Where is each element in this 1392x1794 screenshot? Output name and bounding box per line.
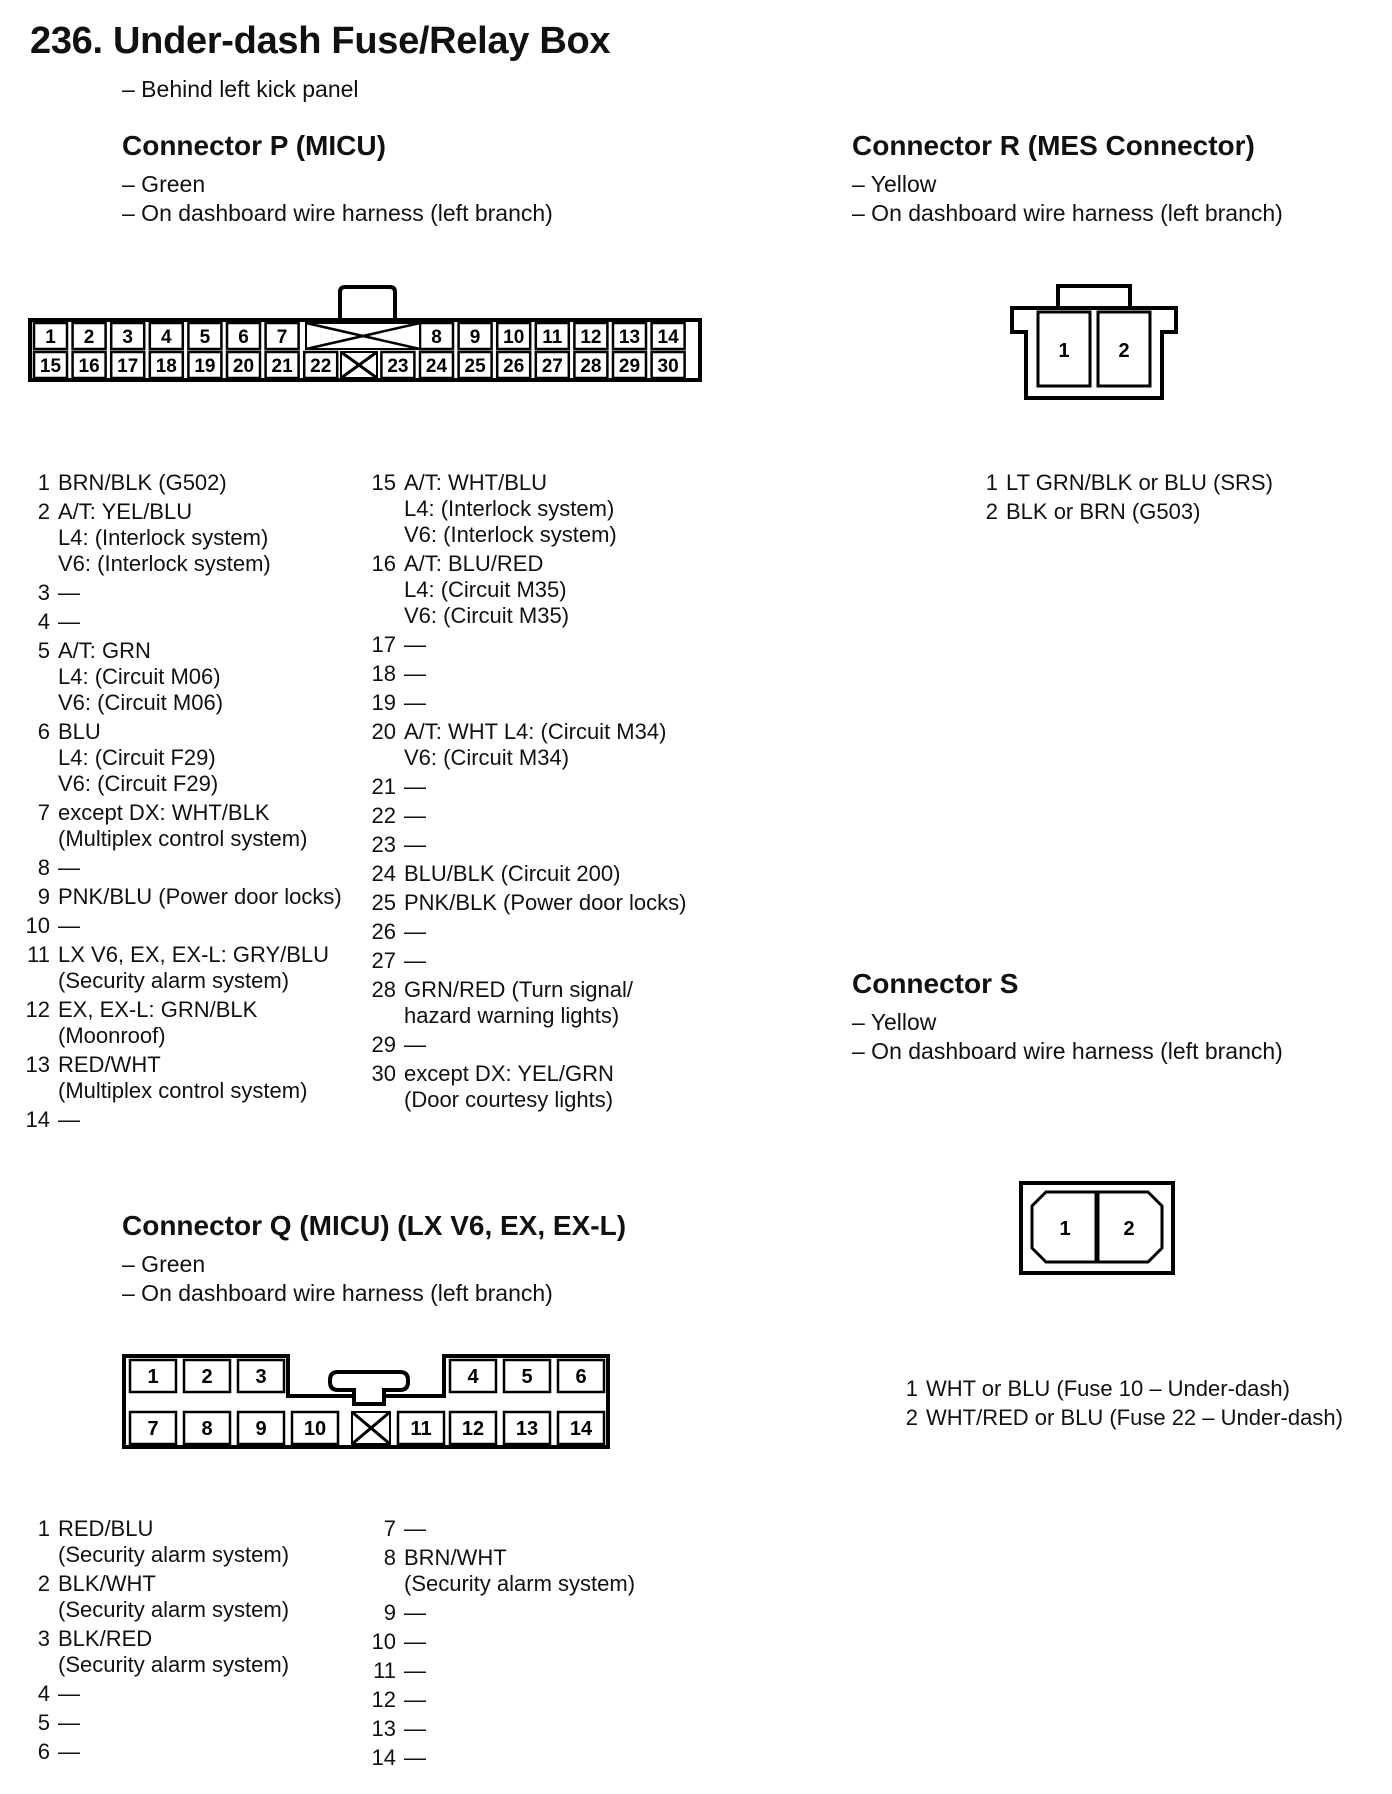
pin-entry xyxy=(366,632,686,658)
connector-p-pin-6: 6 xyxy=(238,326,249,348)
pin-entry xyxy=(366,1516,635,1542)
pin-description-line: PNK/BLU (Power door locks) xyxy=(58,884,342,909)
pin-description xyxy=(404,1516,426,1542)
pin-number: 20 xyxy=(371,719,396,744)
pin-entry xyxy=(366,919,686,945)
pin-description xyxy=(58,913,80,939)
pin-description xyxy=(58,942,329,994)
pin-description-line: — xyxy=(404,1658,426,1683)
pin-description-line: A/T: WHT/BLU xyxy=(404,470,548,495)
connector-p-pin-20: 20 xyxy=(232,355,255,377)
connector-p-pin-9: 9 xyxy=(469,326,481,348)
connector-p-pin-13: 13 xyxy=(618,326,641,348)
pin-entry xyxy=(366,661,686,687)
pin-entry xyxy=(20,470,342,496)
pin-entry xyxy=(366,832,686,858)
connector-p-pin-15: 15 xyxy=(39,355,62,377)
pin-number: 13 xyxy=(371,1716,396,1741)
connector-s-location: – On dashboard wire harness (left branch) xyxy=(852,1038,1283,1064)
connector-p-pin-5: 5 xyxy=(199,326,211,348)
pin-number: 29 xyxy=(371,1032,396,1057)
pin-entry xyxy=(20,1516,289,1568)
pin-entry xyxy=(888,1376,1343,1402)
pin-description-line: — xyxy=(404,1600,426,1625)
pin-description-line: V6: (Circuit M06) xyxy=(58,690,224,715)
pin-number: 12 xyxy=(25,997,50,1022)
pin-number: 11 xyxy=(27,942,50,967)
connector-q-pin-13: 13 xyxy=(515,1418,539,1441)
pin-entry xyxy=(888,1405,1343,1431)
pin-description-line: — xyxy=(404,803,426,828)
pin-description xyxy=(404,1600,426,1626)
pin-number: 28 xyxy=(371,977,396,1002)
pin-description-line: EX, EX-L: GRN/BLK xyxy=(58,997,258,1022)
pin-description-line: except DX: YEL/GRN xyxy=(404,1061,614,1086)
pin-entry xyxy=(366,1061,686,1113)
pin-description-line: (Security alarm system) xyxy=(58,1542,290,1567)
pin-description-line: RED/BLU xyxy=(58,1516,154,1541)
connector-p-location: – On dashboard wire harness (left branch) xyxy=(122,200,553,226)
pin-number: 14 xyxy=(371,1745,396,1770)
pin-number: 1 xyxy=(37,470,50,495)
pin-description xyxy=(404,1032,426,1058)
pin-description-line: BLK or BRN (G503) xyxy=(1006,499,1201,524)
pin-entry xyxy=(366,1545,635,1597)
connector-p-pin-16: 16 xyxy=(78,355,100,377)
pin-description-line: L4: (Interlock system) xyxy=(404,496,615,521)
pin-description xyxy=(58,1107,80,1133)
connector-q-pin-9: 9 xyxy=(255,1418,267,1441)
pin-description-line: except DX: WHT/BLK xyxy=(58,800,270,825)
pin-number: 11 xyxy=(373,1658,396,1683)
pin-description xyxy=(1006,470,1273,496)
connector-q-pin-1: 1 xyxy=(147,1366,159,1389)
connector-p-pin-27: 27 xyxy=(541,355,563,377)
pin-description xyxy=(404,1629,426,1655)
pin-entry xyxy=(366,690,686,716)
pin-entry xyxy=(20,580,342,606)
connector-r-diagram xyxy=(1010,282,1178,404)
connector-p-pin-3: 3 xyxy=(122,326,133,348)
pin-number: 8 xyxy=(383,1545,396,1570)
pin-description-line: GRN/RED (Turn signal/ xyxy=(404,977,634,1002)
pin-number: 26 xyxy=(371,919,396,944)
pin-number: 12 xyxy=(371,1687,396,1712)
pin-description-line: — xyxy=(58,1739,80,1764)
connector-s-pin-1: 1 xyxy=(1059,1218,1071,1240)
pin-description-line: V6: (Interlock system) xyxy=(58,551,271,576)
connector-p-pin-26: 26 xyxy=(503,355,525,377)
pin-description xyxy=(404,861,620,887)
pin-description-line: A/T: YEL/BLU xyxy=(58,499,193,524)
pin-description-line: A/T: BLU/RED xyxy=(404,551,544,576)
pin-description xyxy=(58,884,342,910)
connector-p-pin-2: 2 xyxy=(83,326,95,348)
pin-description xyxy=(58,719,218,797)
connector-q-pin-14: 14 xyxy=(569,1418,593,1441)
pin-description xyxy=(58,609,80,635)
pin-description-line: (Moonroof) xyxy=(58,1023,166,1048)
pin-description xyxy=(58,1052,307,1104)
pin-number: 4 xyxy=(37,1681,50,1706)
pin-entry xyxy=(968,499,1273,525)
pin-description-line: — xyxy=(404,1687,426,1712)
pin-description xyxy=(58,1516,289,1568)
page-location: – Behind left kick panel xyxy=(122,76,359,102)
pin-entry xyxy=(366,1745,635,1771)
pin-entry xyxy=(366,1629,635,1655)
pin-description-line: — xyxy=(404,632,426,657)
pin-entry xyxy=(366,977,686,1029)
connector-q-pin-12: 12 xyxy=(461,1418,485,1441)
pin-description xyxy=(58,499,271,577)
pin-number: 6 xyxy=(37,1739,50,1764)
pin-number: 4 xyxy=(37,609,50,634)
pin-description-line: (Security alarm system) xyxy=(404,1571,636,1596)
pin-number: 3 xyxy=(37,580,50,605)
pin-entry xyxy=(366,1032,686,1058)
connector-p-pin-7: 7 xyxy=(276,326,288,348)
pin-description xyxy=(404,551,569,629)
pin-description xyxy=(58,580,80,606)
pin-description xyxy=(926,1376,1290,1402)
pin-number: 9 xyxy=(37,884,50,909)
pin-description xyxy=(58,997,257,1049)
pin-number: 2 xyxy=(37,499,50,524)
pin-description xyxy=(404,1716,426,1742)
pin-description-line: — xyxy=(58,580,80,605)
connector-p-pin-30: 30 xyxy=(657,355,679,377)
connector-q-diagram xyxy=(122,1352,612,1452)
pin-description xyxy=(404,719,666,771)
pin-description-line: (Security alarm system) xyxy=(58,1652,290,1677)
pin-description xyxy=(58,1710,80,1736)
connector-q-pin-2: 2 xyxy=(201,1366,213,1389)
pin-description xyxy=(404,1687,426,1713)
connector-s-diagram xyxy=(1018,1180,1178,1278)
pin-number: 22 xyxy=(371,803,396,828)
pin-description-line: hazard warning lights) xyxy=(404,1003,620,1028)
connector-s-color: – Yellow xyxy=(852,1009,937,1035)
pin-description xyxy=(58,638,223,716)
pin-number: 8 xyxy=(37,855,50,880)
pin-description-line: BRN/BLK (G502) xyxy=(58,470,227,495)
pin-entry xyxy=(366,719,686,771)
pin-description-line: — xyxy=(404,948,426,973)
pin-description-line: BLK/WHT xyxy=(58,1571,156,1596)
connector-q-pin-5: 5 xyxy=(521,1366,533,1389)
connector-q-pinlist-left xyxy=(20,1516,289,1768)
connector-p-diagram xyxy=(28,285,704,385)
connector-p-pin-29: 29 xyxy=(618,355,641,377)
pin-description-line: A/T: GRN xyxy=(58,638,151,663)
connector-r-pinlist xyxy=(968,470,1273,528)
connector-r-location: – On dashboard wire harness (left branch) xyxy=(852,200,1283,226)
connector-p-pin-19: 19 xyxy=(194,355,216,377)
pin-description xyxy=(404,1061,614,1113)
pin-entry xyxy=(20,1571,289,1623)
pin-description-line: V6: (Circuit M35) xyxy=(404,603,570,628)
pin-number: 19 xyxy=(371,690,396,715)
connector-q-color: – Green xyxy=(122,1251,206,1277)
pin-description-line: V6: (Interlock system) xyxy=(404,522,617,547)
pin-description xyxy=(404,661,426,687)
pin-description xyxy=(58,800,307,852)
pin-description xyxy=(926,1405,1343,1431)
pin-description-line: — xyxy=(404,661,426,686)
connector-r-title: Connector R (MES Connector) xyxy=(852,130,1255,161)
pin-description-line: — xyxy=(58,855,80,880)
pin-description-line: — xyxy=(58,1681,80,1706)
pin-entry xyxy=(366,1687,635,1713)
connector-q-pin-10: 10 xyxy=(303,1418,327,1441)
connector-s-title: Connector S xyxy=(852,968,1019,999)
pin-description-line: BLU xyxy=(58,719,101,744)
page-title: 236. Under-dash Fuse/Relay Box xyxy=(30,20,611,62)
pin-description-line: — xyxy=(58,913,80,938)
pin-entry xyxy=(366,774,686,800)
connector-q-pinlist-right xyxy=(366,1516,635,1774)
pin-description xyxy=(1006,499,1200,525)
pin-description-line: — xyxy=(404,1745,426,1770)
pin-description xyxy=(404,1658,426,1684)
pin-description xyxy=(404,832,426,858)
pin-number: 3 xyxy=(37,1626,50,1651)
pin-entry xyxy=(366,948,686,974)
connector-p-pin-11: 11 xyxy=(542,326,563,348)
pin-number: 16 xyxy=(371,551,396,576)
pin-description-line: L4: (Interlock system) xyxy=(58,525,269,550)
pin-description-line: V6: (Circuit F29) xyxy=(58,771,219,796)
pin-description xyxy=(404,977,633,1029)
pin-description-line: — xyxy=(404,1516,426,1541)
pin-description-line: LT GRN/BLK or BLU (SRS) xyxy=(1006,470,1273,495)
pin-description xyxy=(404,690,426,716)
pin-description xyxy=(404,803,426,829)
pin-description xyxy=(404,470,617,548)
pin-number: 23 xyxy=(371,832,396,857)
pin-entry xyxy=(20,1107,342,1133)
connector-p-title: Connector P (MICU) xyxy=(122,130,386,161)
connector-p-pinlist-left xyxy=(20,470,342,1136)
pin-entry xyxy=(20,855,342,881)
pin-description xyxy=(58,1739,80,1765)
pin-entry xyxy=(20,1626,289,1678)
connector-p-color: – Green xyxy=(122,171,206,197)
pin-description-line: L4: (Circuit M06) xyxy=(58,664,221,689)
pin-description xyxy=(404,1545,635,1597)
pin-description-line: L4: (Circuit F29) xyxy=(58,745,216,770)
connector-p-pin-1: 1 xyxy=(45,326,56,348)
pin-number: 17 xyxy=(371,632,396,657)
connector-q-pin-11: 11 xyxy=(410,1418,432,1441)
pin-number: 9 xyxy=(383,1600,396,1625)
connector-p-pin-18: 18 xyxy=(155,355,177,377)
connector-p-pinlist-right xyxy=(366,470,686,1116)
connector-q-pin-8: 8 xyxy=(201,1418,213,1441)
connector-p-pin-28: 28 xyxy=(580,355,602,377)
connector-q-pin-4: 4 xyxy=(467,1366,479,1389)
pin-description-line: A/T: WHT L4: (Circuit M34) xyxy=(404,719,667,744)
pin-entry xyxy=(968,470,1273,496)
connector-r-pin-2: 2 xyxy=(1118,340,1130,362)
pin-number: 7 xyxy=(37,800,50,825)
pin-entry xyxy=(20,638,342,716)
pin-number: 10 xyxy=(371,1629,396,1654)
pin-number: 2 xyxy=(985,499,998,524)
pin-description xyxy=(58,1681,80,1707)
pin-entry xyxy=(20,609,342,635)
pin-entry xyxy=(20,1052,342,1104)
pin-description-line: — xyxy=(404,774,426,799)
pin-number: 1 xyxy=(985,470,998,495)
pin-description xyxy=(404,774,426,800)
connector-p-pin-10: 10 xyxy=(503,326,525,348)
pin-description xyxy=(404,919,426,945)
pin-description-line: WHT or BLU (Fuse 10 – Under-dash) xyxy=(926,1376,1290,1401)
connector-q-pin-7: 7 xyxy=(147,1418,159,1441)
pin-description xyxy=(404,890,686,916)
pin-description xyxy=(58,1571,289,1623)
connector-r-pin-1: 1 xyxy=(1058,340,1070,362)
connector-s-pin-2: 2 xyxy=(1123,1218,1135,1240)
connector-p-pin-25: 25 xyxy=(464,355,486,377)
connector-q-title: Connector Q (MICU) (LX V6, EX, EX-L) xyxy=(122,1210,627,1241)
pin-description-line: V6: (Circuit M34) xyxy=(404,745,570,770)
connector-r-color: – Yellow xyxy=(852,171,937,197)
pin-entry xyxy=(20,499,342,577)
pin-entry xyxy=(20,913,342,939)
pin-description-line: — xyxy=(58,1107,80,1132)
connector-s-pinlist xyxy=(888,1376,1343,1434)
pin-description-line: (Security alarm system) xyxy=(58,968,290,993)
pin-number: 2 xyxy=(37,1571,50,1596)
pin-number: 1 xyxy=(905,1376,918,1401)
pin-description-line: — xyxy=(404,1032,426,1057)
pin-entry xyxy=(366,1716,635,1742)
pin-number: 14 xyxy=(25,1107,50,1132)
pin-description-line: (Multiplex control system) xyxy=(58,826,308,851)
pin-description xyxy=(404,632,426,658)
pin-entry xyxy=(366,470,686,548)
connector-q-pin-3: 3 xyxy=(255,1366,267,1389)
pin-number: 15 xyxy=(371,470,396,495)
pin-entry xyxy=(366,1658,635,1684)
pin-description xyxy=(404,948,426,974)
pin-entry xyxy=(20,719,342,797)
pin-description xyxy=(404,1745,426,1771)
connector-p-pin-24: 24 xyxy=(425,355,448,377)
pin-number: 18 xyxy=(371,661,396,686)
pin-number: 5 xyxy=(37,1710,50,1735)
pin-description-line: — xyxy=(404,1629,426,1654)
pin-description-line: (Door courtesy lights) xyxy=(404,1087,614,1112)
connector-p-pin-17: 17 xyxy=(117,355,139,377)
pin-number: 5 xyxy=(37,638,50,663)
pin-number: 13 xyxy=(25,1052,50,1077)
pin-entry xyxy=(20,997,342,1049)
pin-number: 2 xyxy=(905,1405,918,1430)
pin-entry xyxy=(366,1600,635,1626)
pin-description-line: RED/WHT xyxy=(58,1052,161,1077)
pin-number: 1 xyxy=(37,1516,50,1541)
pin-description-line: L4: (Circuit M35) xyxy=(404,577,567,602)
pin-description-line: LX V6, EX, EX-L: GRY/BLU xyxy=(58,942,330,967)
pin-description xyxy=(58,1626,289,1678)
pin-description-line: PNK/BLK (Power door locks) xyxy=(404,890,687,915)
connector-p-pin-14: 14 xyxy=(657,326,679,348)
pin-description-line: — xyxy=(404,1716,426,1741)
connector-p-pin-8: 8 xyxy=(431,326,442,348)
pin-entry xyxy=(20,1681,289,1707)
pin-number: 7 xyxy=(383,1516,396,1541)
pin-description-line: WHT/RED or BLU (Fuse 22 – Under-dash) xyxy=(926,1405,1343,1430)
pin-description-line: BLU/BLK (Circuit 200) xyxy=(404,861,621,886)
connector-q-pin-6: 6 xyxy=(575,1366,587,1389)
pin-number: 25 xyxy=(371,890,396,915)
pin-entry xyxy=(20,1739,289,1765)
pin-entry xyxy=(366,551,686,629)
pin-description-line: (Security alarm system) xyxy=(58,1597,290,1622)
pin-entry xyxy=(20,1710,289,1736)
pin-description-line: (Multiplex control system) xyxy=(58,1078,308,1103)
pin-entry xyxy=(20,942,342,994)
pin-description xyxy=(58,470,227,496)
connector-q-location: – On dashboard wire harness (left branch) xyxy=(122,1280,553,1306)
pin-description-line: BRN/WHT xyxy=(404,1545,507,1570)
pin-number: 27 xyxy=(371,948,396,973)
pin-description-line: — xyxy=(404,919,426,944)
connector-p-pin-12: 12 xyxy=(580,326,602,348)
connector-p-pin-4: 4 xyxy=(161,326,172,348)
pin-number: 30 xyxy=(371,1061,396,1086)
pin-description-line: — xyxy=(404,832,426,857)
pin-description-line: — xyxy=(58,609,80,634)
pin-number: 24 xyxy=(371,861,396,886)
connector-p-pin-22: 22 xyxy=(310,355,332,377)
pin-number: 21 xyxy=(371,774,396,799)
connector-p-pin-23: 23 xyxy=(387,355,409,377)
pin-entry xyxy=(366,890,686,916)
pin-number: 10 xyxy=(25,913,50,938)
pin-description-line: — xyxy=(404,690,426,715)
pin-description xyxy=(58,855,80,881)
connector-p-pin-21: 21 xyxy=(271,355,293,377)
pin-entry xyxy=(366,861,686,887)
pin-entry xyxy=(20,800,342,852)
pin-description-line: — xyxy=(58,1710,80,1735)
pin-description-line: BLK/RED xyxy=(58,1626,153,1651)
pin-number: 6 xyxy=(37,719,50,744)
pin-entry xyxy=(366,803,686,829)
pin-entry xyxy=(20,884,342,910)
